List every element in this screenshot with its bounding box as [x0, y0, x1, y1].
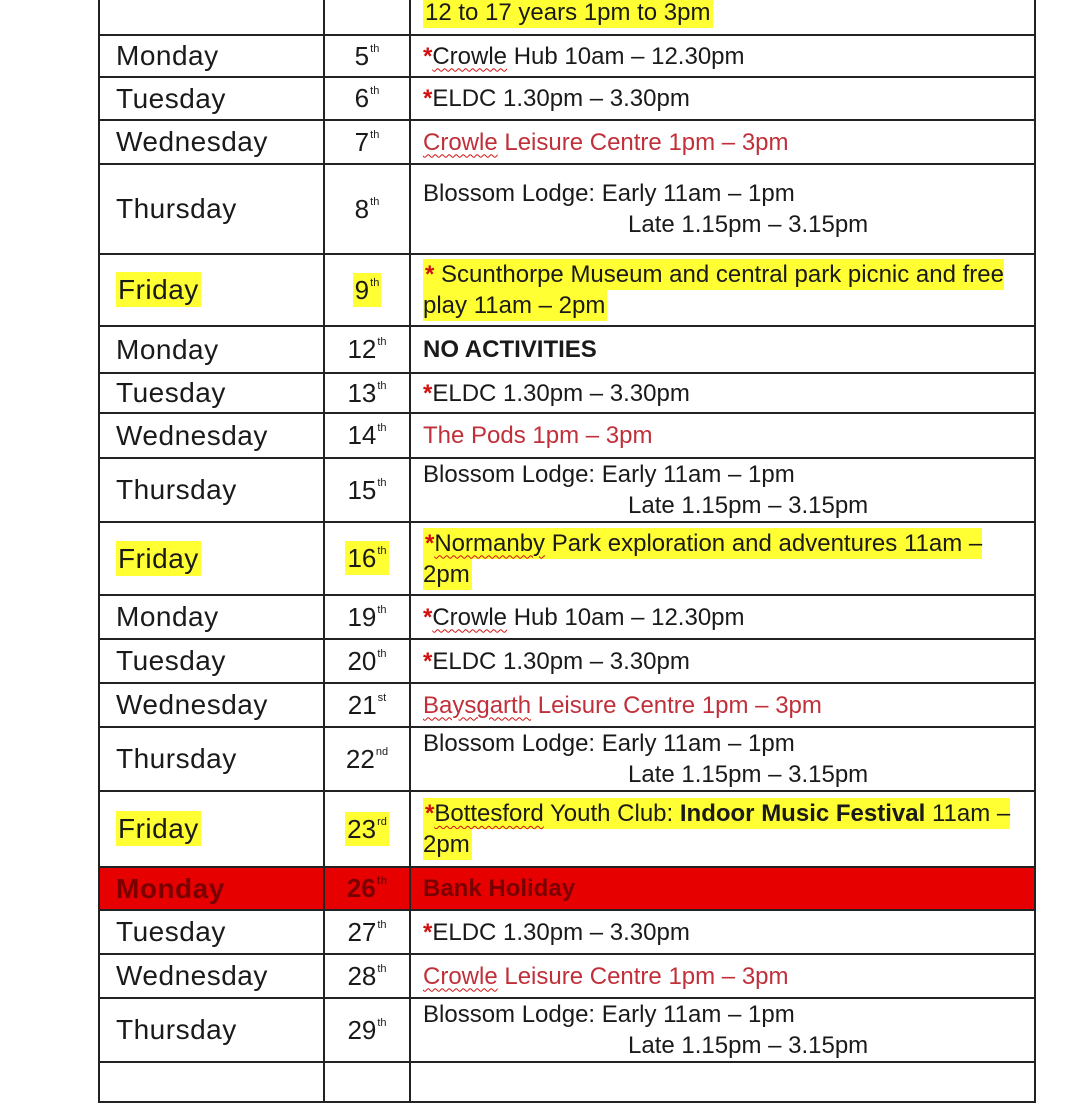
activity-cell: *Crowle Hub 10am – 12.30pm	[410, 595, 1035, 639]
table-row	[99, 910, 1035, 954]
date-cell: 14th	[324, 413, 410, 458]
date-cell: 8th	[324, 164, 410, 254]
table-row	[99, 164, 1035, 254]
table-row	[99, 35, 1035, 77]
day-cell	[99, 0, 324, 35]
date-cell: 21st	[324, 683, 410, 727]
day-cell: Monday	[99, 35, 324, 77]
activity-cell: Blossom Lodge: Early 11am – 1pm Late 1.15pm – 3.15pm	[410, 998, 1035, 1062]
activity-cell: Crowle Leisure Centre 1pm – 3pm	[410, 120, 1035, 164]
date-cell: 13th	[324, 373, 410, 413]
activity-cell: *ELDC 1.30pm – 3.30pm	[410, 373, 1035, 413]
date-cell: 28th	[324, 954, 410, 998]
activity-cell: Crowle Leisure Centre 1pm – 3pm	[410, 954, 1035, 998]
day-cell: Wednesday	[99, 954, 324, 998]
activity-text: 12 to 17 years 1pm to 3pm	[423, 0, 713, 28]
day-cell: Wednesday	[99, 120, 324, 164]
day-cell: Friday	[99, 522, 324, 595]
table-row	[99, 998, 1035, 1062]
day-cell: Tuesday	[99, 77, 324, 120]
table-row	[99, 0, 1035, 35]
table-row-holiday	[99, 867, 1035, 910]
date-cell: 23rd	[324, 791, 410, 867]
date-cell: 16th	[324, 522, 410, 595]
activity-cell: *ELDC 1.30pm – 3.30pm	[410, 639, 1035, 683]
activity-cell: The Pods 1pm – 3pm	[410, 413, 1035, 458]
table-row	[99, 77, 1035, 120]
day-cell: Monday	[99, 326, 324, 373]
date-cell: 19th	[324, 595, 410, 639]
activity-cell: Bank Holiday	[410, 867, 1035, 910]
date-cell: 5th	[324, 35, 410, 77]
date-cell: 26th	[324, 867, 410, 910]
day-cell: Tuesday	[99, 910, 324, 954]
day-cell: Friday	[99, 791, 324, 867]
activity-cell: Blossom Lodge: Early 11am – 1pm Late 1.15pm – 3.15pm	[410, 458, 1035, 522]
day-cell: Thursday	[99, 458, 324, 522]
day-cell: Thursday	[99, 164, 324, 254]
activity-cell: Blossom Lodge: Early 11am – 1pm Late 1.15pm – 3.15pm	[410, 164, 1035, 254]
table-row	[99, 522, 1035, 595]
activity-cell: *ELDC 1.30pm – 3.30pm	[410, 77, 1035, 120]
day-cell: Tuesday	[99, 373, 324, 413]
table-row	[99, 727, 1035, 791]
table-row	[99, 1062, 1035, 1102]
table-row	[99, 639, 1035, 683]
table-row	[99, 954, 1035, 998]
activity-cell	[410, 0, 1035, 35]
activity-cell: *Normanby Park exploration and adventures 11am – 2pm	[410, 522, 1035, 595]
date-cell: 22nd	[324, 727, 410, 791]
date-cell	[324, 0, 410, 35]
activity-cell: Blossom Lodge: Early 11am – 1pm Late 1.15pm – 3.15pm	[410, 727, 1035, 791]
activity-cell: NO ACTIVITIES	[410, 326, 1035, 373]
date-cell: 29th	[324, 998, 410, 1062]
table-row	[99, 373, 1035, 413]
table-row	[99, 458, 1035, 522]
day-cell: Monday	[99, 595, 324, 639]
day-cell: Monday	[99, 867, 324, 910]
date-cell: 20th	[324, 639, 410, 683]
date-cell	[324, 1062, 410, 1102]
date-cell: 7th	[324, 120, 410, 164]
day-cell: Thursday	[99, 727, 324, 791]
table-row	[99, 326, 1035, 373]
day-cell: Thursday	[99, 998, 324, 1062]
table-row	[99, 254, 1035, 326]
date-cell: 9th	[324, 254, 410, 326]
table-row	[99, 120, 1035, 164]
date-cell: 6th	[324, 77, 410, 120]
activity-cell: *ELDC 1.30pm – 3.30pm	[410, 910, 1035, 954]
date-cell: 27th	[324, 910, 410, 954]
date-cell: 12th	[324, 326, 410, 373]
activity-cell: *Crowle Hub 10am – 12.30pm	[410, 35, 1035, 77]
day-cell: Wednesday	[99, 413, 324, 458]
date-cell: 15th	[324, 458, 410, 522]
activity-cell: * Scunthorpe Museum and central park picnic and free play 11am – 2pm	[410, 254, 1035, 326]
day-cell	[99, 1062, 324, 1102]
schedule-table	[98, 0, 1036, 1103]
table-row	[99, 413, 1035, 458]
day-cell: Friday	[99, 254, 324, 326]
day-cell: Wednesday	[99, 683, 324, 727]
activity-cell: *Bottesford Youth Club: Indoor Music Festival 11am – 2pm	[410, 791, 1035, 867]
table-row	[99, 683, 1035, 727]
activity-cell: Baysgarth Leisure Centre 1pm – 3pm	[410, 683, 1035, 727]
day-cell: Tuesday	[99, 639, 324, 683]
table-row	[99, 791, 1035, 867]
table-row	[99, 595, 1035, 639]
activity-cell	[410, 1062, 1035, 1102]
